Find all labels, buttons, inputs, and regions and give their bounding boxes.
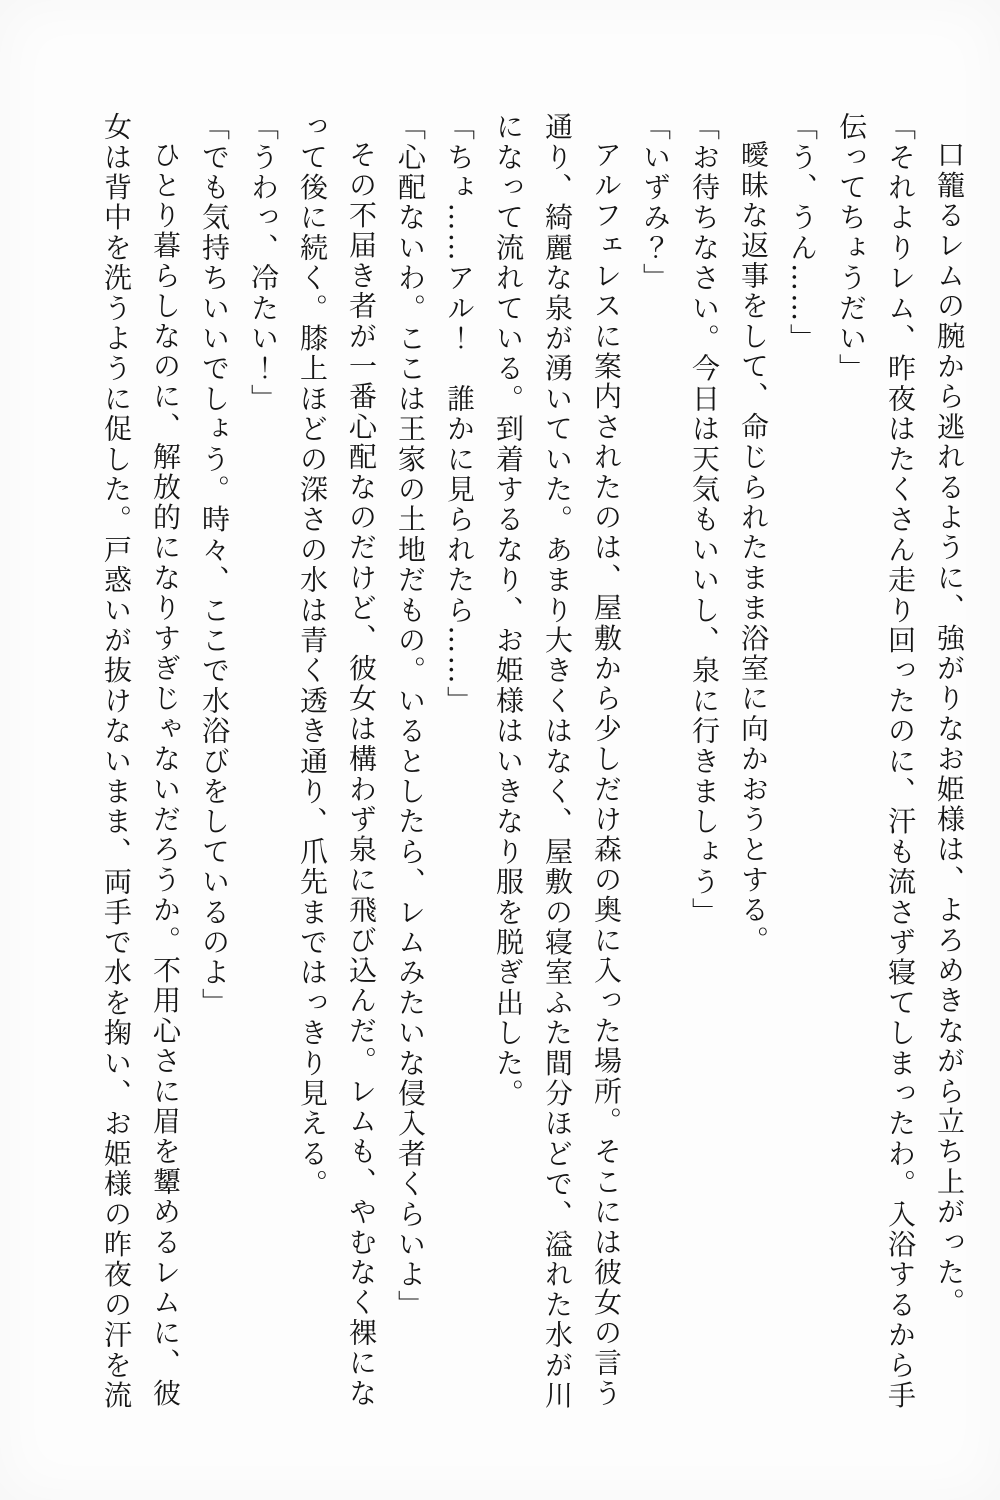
paragraph-narration: 曖昧な返事をして、命じられたまま浴室に向かおうとする。	[737, 140, 770, 956]
paragraph-dialogue: 「うわっ、冷たい！」	[247, 112, 280, 414]
paragraph-narration: アルフェレスに案内されたのは、屋敷から少しだけ森の奥に入った場所。そこには彼女の言う通り、綺麗な泉が湧いていた。あまり大きくはなく、屋敷の寝室ふた間分ほどで、溢れた水が川になって流れている。到着するなり、お姫様はいきなり服を脱ぎ出した。	[492, 112, 623, 1411]
novel-text-block	[49, 112, 974, 1414]
paragraph-dialogue: 「でも気持ちいいでしょう。時々、ここで水浴びをしているのよ」	[198, 112, 231, 1018]
paragraph-narration: その不届き者が一番心配なのだけど、彼女は構わず泉に飛び込んだ。レムも、やむなく裸になって後に続く。膝上ほどの深さの水は青く透き通り、爪先まではっきり見える。	[296, 112, 378, 1409]
paragraph-narration: 口籠るレムの腕から逃れるように、強がりなお姫様は、よろめきながら立ち上がった。	[933, 140, 966, 1318]
paragraph-dialogue: 「ちょ……アル！ 誰かに見られたら……」	[443, 112, 476, 716]
paragraph-dialogue: 「それよりレム、昨夜はたくさん走り回ったのに、汗も流さず寝てしまったわ。入浴するから手伝ってちょうだい」	[835, 112, 917, 1411]
paragraph-dialogue: 「いずみ？」	[639, 112, 672, 294]
paragraph-dialogue: 「う、うん……」	[786, 112, 819, 354]
paragraph-dialogue: 「心配ないわ。ここは王家の土地だもの。いるとしたら、レムみたいな侵入者くらいよ」	[394, 112, 427, 1320]
paragraph-dialogue: 「お待ちなさい。今日は天気もいいし、泉に行きましょう」	[688, 112, 721, 928]
paragraph-narration: ひとり暮らしなのに、解放的になりすぎじゃないだろうか。不用心さに眉を顰めるレムに、彼女は背中を洗うように促した。戸惑いが抜けないまま、両手で水を掬い、お姫様の昨夜の汗を流	[100, 112, 182, 1411]
